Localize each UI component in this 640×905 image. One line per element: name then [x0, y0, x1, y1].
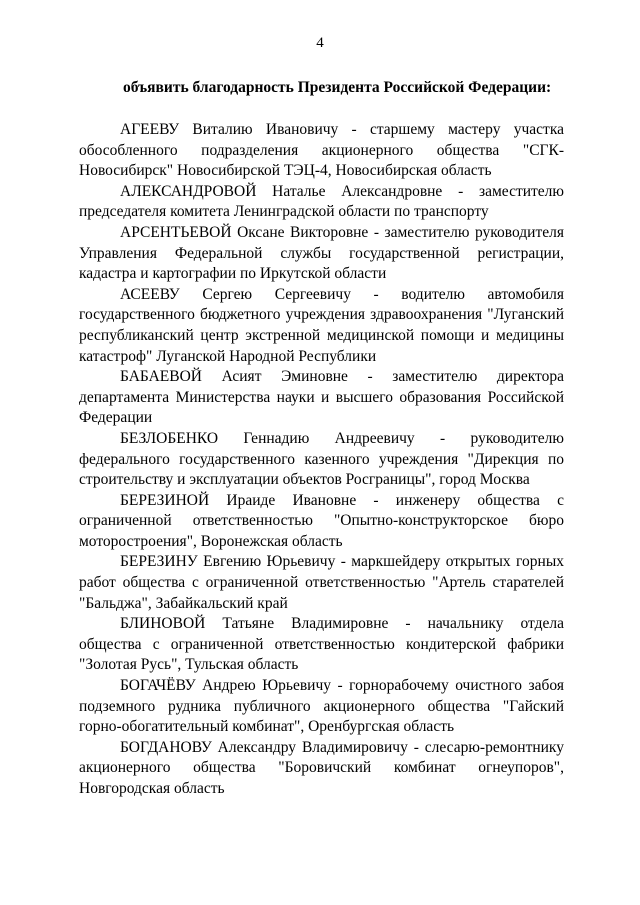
awardee-entry: БАБАЕВОЙ Асият Эминовне - заместителю директора департамента Министерства науки и высшего образования Российской Федерации [79, 368, 564, 427]
awardee-entry: АСЕЕВУ Сергею Сергеевичу - водителю автомобиля государственного бюджетного учреждения здравоохранения "Луганский республиканский центр экстренной медицинской помощи и медицины катастроф" Луганской Народной Республики [79, 285, 564, 365]
awardee-entry: БОГДАНОВУ Александру Владимировичу - слесарю-ремонтнику акционерного общества "Боровичский комбинат огнеупоров", Новгородская область [79, 738, 564, 797]
awardee-entry: БЕРЕЗИНОЙ Ираиде Ивановне - инженеру общества с ограниченной ответственностью "Опытно-конструкторское бюро моторостроения", Воронежская область [79, 491, 564, 550]
decree-heading: объявить благодарность Президента Российской Федерации: [123, 79, 552, 96]
awardee-entry: БЕРЕЗИНУ Евгению Юрьевичу - маркшейдеру открытых горных работ общества с ограниченной ответственностью "Артель старателей "Бальджа", Забайкальский край [79, 553, 564, 612]
awardee-entry: АРСЕНТЬЕВОЙ Оксане Викторовне - заместителю руководителя Управления Федеральной службы государственной регистрации, кадастра и картографии по Иркутской области [79, 223, 564, 283]
awardee-entry: АЛЕКСАНДРОВОЙ Наталье Александровне - заместителю председателя комитета Ленинградской области по транспорту [79, 182, 564, 221]
awardee-entry: БЕЗЛОБЕНКО Геннадию Андреевичу - руководителю федерального государственного казенного учреждения "Дирекция по строительству и эксплуатации объектов Росграницы", город Москва [79, 429, 564, 489]
awardee-entry: АГЕЕВУ Виталию Ивановичу - старшему мастеру участка обособленного подразделения акционерного общества "СГК-Новосибирск" Новосибирской ТЭЦ-4, Новосибирская область [79, 121, 564, 180]
page-number: 4 [316, 35, 324, 51]
awardee-entry: БЛИНОВОЙ Татьяне Владимировне - начальнику отдела общества с ограниченной ответственностью кондитерской фабрики "Золотая Русь", Тульская область [79, 615, 564, 674]
awardee-entry: БОГАЧЁВУ Андрею Юрьевичу - горнорабочему очистного забоя подземного рудника публичного акционерного общества "Гайский горно-обогатительный комбинат", Оренбургская область [79, 677, 564, 736]
awardee-list [79, 120, 564, 800]
